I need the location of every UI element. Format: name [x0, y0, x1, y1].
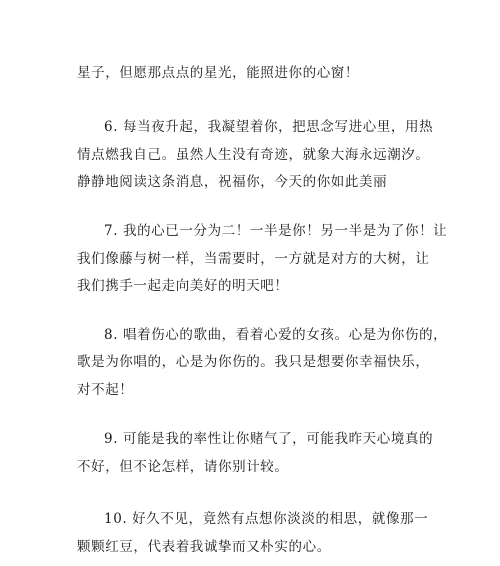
message-8-line-3: 对不起！ [77, 382, 134, 398]
message-7-line-2: 我们像藤与树一样，当需要时，一方就是对方的大树，让 [77, 251, 430, 267]
bottom-fade [100, 558, 300, 566]
message-7-line-1: 7. 我的心已一分为二！一半是你！另一半是为了你！让 [104, 223, 448, 239]
text-line: 星子，但愿那点点的星光，能照进你的心窗！ [77, 65, 359, 81]
message-7-line-3: 我们携手一起走向美好的明天吧！ [77, 278, 289, 294]
message-9-line-2: 不好，但不论怎样，请你别计较。 [77, 459, 289, 475]
message-6-line-1: 6. 每当夜升起，我凝望着你，把思念写进心里，用热 [104, 119, 434, 135]
message-6-line-3: 静静地阅读这条消息，祝福你，今天的你如此美丽 [77, 174, 388, 190]
message-8-line-1: 8. 唱着伤心的歌曲，看着心爱的女孩。心是为你伤的， [104, 327, 448, 343]
message-6-line-2: 情点燃我自己。虽然人生没有奇迹，就象大海永远潮汐。 [77, 147, 430, 163]
message-9-line-1: 9. 可能是我的率性让你赌气了，可能我昨天心境真的 [104, 431, 434, 447]
message-10-line-2: 颗颗红豆，代表着我诚挚而又朴实的心。 [77, 539, 331, 555]
message-10-line-1: 10. 好久不见，竟然有点想你淡淡的相思，就像那一 [104, 511, 429, 527]
message-8-line-2: 歌是为你唱的，心是为你伤的。我只是想要你幸福快乐， [77, 354, 430, 370]
